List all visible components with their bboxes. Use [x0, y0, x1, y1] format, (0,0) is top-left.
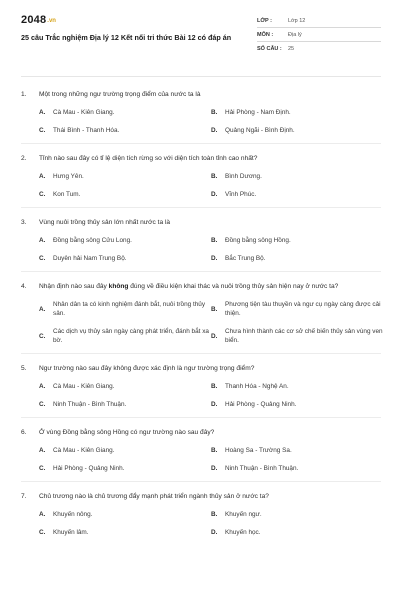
question-list [21, 90, 381, 537]
option-letter: C. [39, 401, 46, 408]
meta-row-grade [257, 14, 381, 28]
question-text: Tỉnh nào sau đây có tỉ lệ diện tích rừng so với diện tích toàn tỉnh cao nhất? [39, 155, 258, 162]
answer-options [39, 300, 381, 345]
answer-option-d[interactable] [211, 126, 383, 135]
question-4 [21, 282, 381, 345]
option-text: Khuyến lâm. [53, 529, 89, 536]
header [21, 14, 381, 68]
question-divider [21, 207, 381, 208]
answer-options [39, 382, 381, 409]
option-text: Ninh Thuận - Bình Thuận. [53, 401, 127, 408]
answer-option-a[interactable] [39, 510, 211, 519]
answer-option-b[interactable] [211, 108, 383, 117]
question-divider [21, 353, 381, 354]
option-letter: A. [39, 511, 46, 518]
option-text: Hưng Yên. [53, 173, 84, 180]
answer-option-a[interactable] [39, 108, 211, 117]
option-letter: D. [211, 465, 218, 472]
meta-value: 25 [288, 45, 295, 52]
option-letter: C. [39, 255, 46, 262]
question-stem [21, 364, 381, 374]
answer-option-c[interactable] [39, 126, 211, 135]
question-number: 7. [21, 493, 27, 500]
question-divider [21, 417, 381, 418]
option-letter: D. [211, 401, 218, 408]
option-text: Thái Bình - Thanh Hóa. [53, 127, 120, 134]
option-text: Thanh Hóa - Nghệ An. [225, 383, 289, 390]
option-text: Duyên hải Nam Trung Bộ. [53, 255, 127, 262]
question-divider [21, 143, 381, 144]
option-letter: A. [39, 447, 46, 454]
answer-option-c[interactable] [39, 400, 211, 409]
question-3 [21, 218, 381, 263]
option-text: Bắc Trung Bộ. [225, 255, 266, 262]
header-left [21, 14, 246, 43]
option-text: Đồng bằng sông Cửu Long. [53, 237, 132, 244]
answer-options [39, 236, 381, 263]
answer-options [39, 446, 381, 473]
option-text: Khuyến ngư. [225, 511, 262, 518]
meta-value: Lớp 12 [288, 17, 306, 24]
option-letter: C. [39, 332, 46, 340]
option-letter: C. [39, 529, 46, 536]
question-number: 2. [21, 155, 27, 162]
answer-options [39, 108, 381, 135]
answer-option-a[interactable] [39, 236, 211, 245]
answer-option-d[interactable] [211, 400, 383, 409]
question-number: 3. [21, 219, 27, 226]
option-text: Bình Dương. [225, 173, 262, 180]
answer-options [39, 172, 381, 199]
option-letter: B. [211, 173, 218, 180]
answer-option-b[interactable] [211, 172, 383, 181]
meta-key: LỚP : [257, 17, 272, 24]
answer-option-a[interactable] [39, 300, 211, 318]
option-letter: D. [211, 127, 218, 134]
question-stem [21, 154, 381, 164]
logo-main: 2048 [21, 14, 47, 26]
answer-option-c[interactable] [39, 327, 211, 345]
option-letter: B. [211, 447, 218, 454]
answer-option-a[interactable] [39, 172, 211, 181]
option-text: Chưa hình thành các cơ sở chế biến thủy sản vùng ven biển. [225, 328, 383, 344]
site-logo[interactable] [21, 14, 246, 28]
option-letter: B. [211, 305, 218, 313]
option-letter: D. [211, 191, 218, 198]
option-letter: A. [39, 109, 46, 116]
option-letter: B. [211, 383, 218, 390]
question-2 [21, 154, 381, 199]
question-number: 4. [21, 283, 27, 290]
header-divider [21, 76, 381, 77]
question-text [39, 282, 338, 292]
answer-option-b[interactable] [211, 510, 383, 519]
answer-option-c[interactable] [39, 528, 211, 537]
answer-option-c[interactable] [39, 254, 211, 263]
question-number: 1. [21, 91, 27, 98]
answer-option-c[interactable] [39, 464, 211, 473]
answer-option-c[interactable] [39, 190, 211, 199]
question-number: 5. [21, 365, 27, 372]
option-letter: D. [211, 332, 218, 340]
question-stem [21, 282, 381, 292]
meta-table [257, 14, 381, 55]
question-5 [21, 364, 381, 409]
meta-key: MÔN : [257, 31, 274, 38]
option-text: Quảng Ngãi - Bình Định. [225, 127, 295, 134]
option-text: Khuyến học. [225, 529, 261, 536]
answer-option-d[interactable] [211, 190, 383, 199]
option-text: Đồng bằng sông Hồng. [225, 237, 291, 244]
answer-option-a[interactable] [39, 382, 211, 391]
meta-row-subject [257, 28, 381, 42]
option-letter: B. [211, 511, 218, 518]
question-stem [21, 492, 381, 502]
question-divider [21, 271, 381, 272]
answer-option-b[interactable] [211, 446, 383, 455]
answer-option-d[interactable] [211, 254, 383, 263]
answer-option-d[interactable] [211, 327, 383, 345]
option-text: Hải Phòng - Nam Định. [225, 109, 291, 116]
option-text: Khuyến nông. [53, 511, 93, 518]
meta-value: Địa lý [288, 31, 302, 38]
option-text: Cà Mau - Kiên Giang. [53, 447, 115, 454]
option-text: Cà Mau - Kiên Giang. [53, 109, 115, 116]
answer-option-a[interactable] [39, 446, 211, 455]
question-7 [21, 492, 381, 537]
option-text: Vĩnh Phúc. [225, 191, 257, 198]
question-number: 6. [21, 429, 27, 436]
question-stem [21, 90, 381, 100]
answer-option-b[interactable] [211, 236, 383, 245]
option-letter: A. [39, 383, 46, 390]
option-letter: D. [211, 255, 218, 262]
question-text: Chủ trương nào là chủ trương đẩy mạnh phát triển ngành thủy sản ở nước ta? [39, 493, 269, 500]
option-letter: C. [39, 465, 46, 472]
meta-key: SỐ CÂU : [257, 45, 282, 52]
option-text: Phương tiện tàu thuyền và ngư cụ ngày càng được cải thiện. [225, 301, 381, 317]
question-stem [21, 218, 381, 228]
option-letter: C. [39, 127, 46, 134]
option-letter: C. [39, 191, 46, 198]
option-text: Hải Phòng - Quảng Ninh. [225, 401, 297, 408]
question-text-before: Nhận định nào sau đây [39, 283, 109, 290]
question-text: Một trong những ngư trường trọng điểm của nước ta là [39, 91, 201, 98]
option-text: Hoàng Sa - Trường Sa. [225, 447, 292, 454]
question-divider [21, 481, 381, 482]
question-text-emphasis: không [108, 283, 129, 290]
question-1 [21, 90, 381, 135]
option-letter: D. [211, 529, 218, 536]
option-text: Các dịch vụ thủy sản ngày càng phát triển, đánh bắt xa bờ. [53, 328, 209, 344]
meta-row-count [257, 42, 381, 55]
option-text: Hải Phòng - Quảng Ninh. [53, 465, 125, 472]
option-text: Nhân dân ta có kinh nghiệm đánh bắt, nuôi trồng thủy sản. [53, 301, 206, 317]
option-letter: A. [39, 305, 46, 313]
answer-option-b[interactable] [211, 300, 383, 318]
question-text: Ở vùng Đồng bằng sông Hồng có ngư trường nào sau đây? [39, 429, 215, 436]
option-text: Ninh Thuận - Bình Thuận. [225, 465, 299, 472]
answer-option-b[interactable] [211, 382, 383, 391]
answer-option-d[interactable] [211, 464, 383, 473]
answer-options [39, 510, 381, 537]
option-letter: A. [39, 237, 46, 244]
question-stem [21, 428, 381, 438]
page-title: 25 câu Trắc nghiệm Địa lý 12 Kết nối tri thức Bài 12 có đáp án [21, 33, 232, 42]
option-letter: A. [39, 173, 46, 180]
option-text: Cà Mau - Kiên Giang. [53, 383, 115, 390]
option-letter: B. [211, 237, 218, 244]
question-text: Ngư trường nào sau đây không được xác định là ngư trường trọng điểm? [39, 365, 255, 372]
question-text-after: đúng về điều kiện khai thác và nuôi trồng thủy sản hiện nay ở nước ta? [128, 283, 339, 290]
question-text: Vùng nuôi trồng thủy sản lớn nhất nước ta là [39, 219, 171, 226]
option-letter: B. [211, 109, 218, 116]
question-6 [21, 428, 381, 473]
answer-option-d[interactable] [211, 528, 383, 537]
logo-sub: .vn [47, 18, 56, 24]
option-text: Kon Tum. [53, 191, 81, 198]
